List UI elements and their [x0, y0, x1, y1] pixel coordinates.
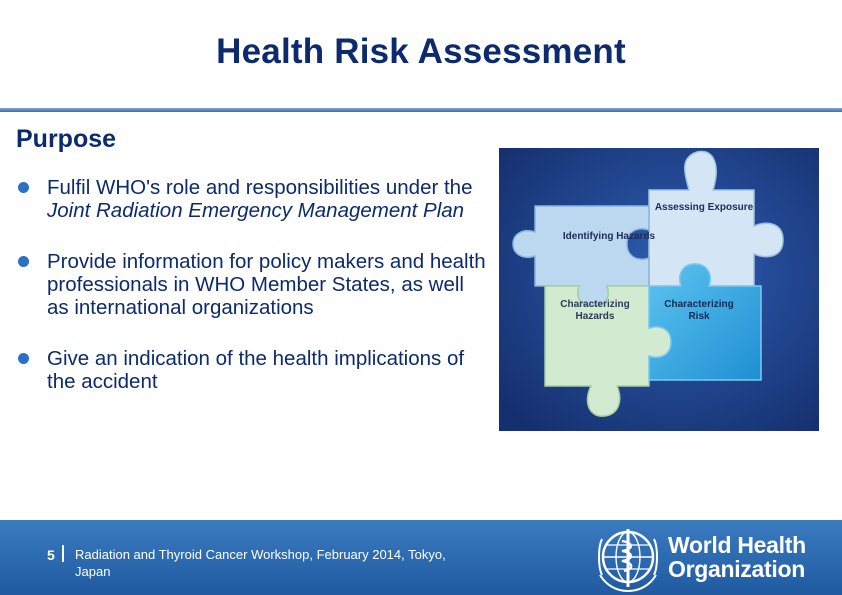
bullet-text-emphasis: Joint Radiation Emergency Management Plan: [47, 199, 465, 222]
bullet-text: Give an indication of the health implications of the accident: [47, 347, 465, 393]
who-emblem-icon: [592, 523, 664, 595]
bullet-dot-icon: [18, 256, 29, 267]
footer-separator: [62, 545, 64, 562]
bullet-dot-icon: [18, 353, 29, 364]
slide-title: Health Risk Assessment: [216, 32, 626, 71]
risk-assessment-puzzle-image: [499, 148, 819, 431]
bullet-dot-icon: [18, 182, 29, 193]
title-divider: [0, 108, 842, 112]
bullet-item: [18, 347, 488, 393]
puzzle-label-characterizing-hazards: Hazards: [575, 311, 615, 322]
bullet-list: [18, 176, 488, 421]
org-name-line2: Organization: [668, 556, 805, 582]
puzzle-label-identifying-hazards: Identifying Hazards: [562, 231, 656, 242]
footer-text: Radiation and Thyroid Cancer Workshop, February 2014, Tokyo, Japan: [75, 547, 446, 579]
section-heading: Purpose: [16, 125, 117, 153]
page-number: 5: [47, 547, 55, 563]
puzzle-label-characterizing-risk: Risk: [688, 311, 710, 322]
bullet-item: [18, 250, 488, 319]
bullet-item: [18, 176, 488, 222]
bullet-text: Fulfil WHO's role and responsibilities under the: [47, 176, 473, 199]
bullet-text: Provide information for policy makers and health professionals in WHO Member States, as well as international organizations: [47, 250, 486, 319]
puzzle-label-assessing-exposure: Assessing Exposure: [654, 202, 754, 213]
org-logo-text: [668, 533, 806, 581]
puzzle-label-characterizing-risk: Characterizing: [664, 299, 734, 310]
puzzle-label-characterizing-hazards: Characterizing: [560, 299, 630, 310]
org-name-line1: World Health: [668, 532, 806, 558]
